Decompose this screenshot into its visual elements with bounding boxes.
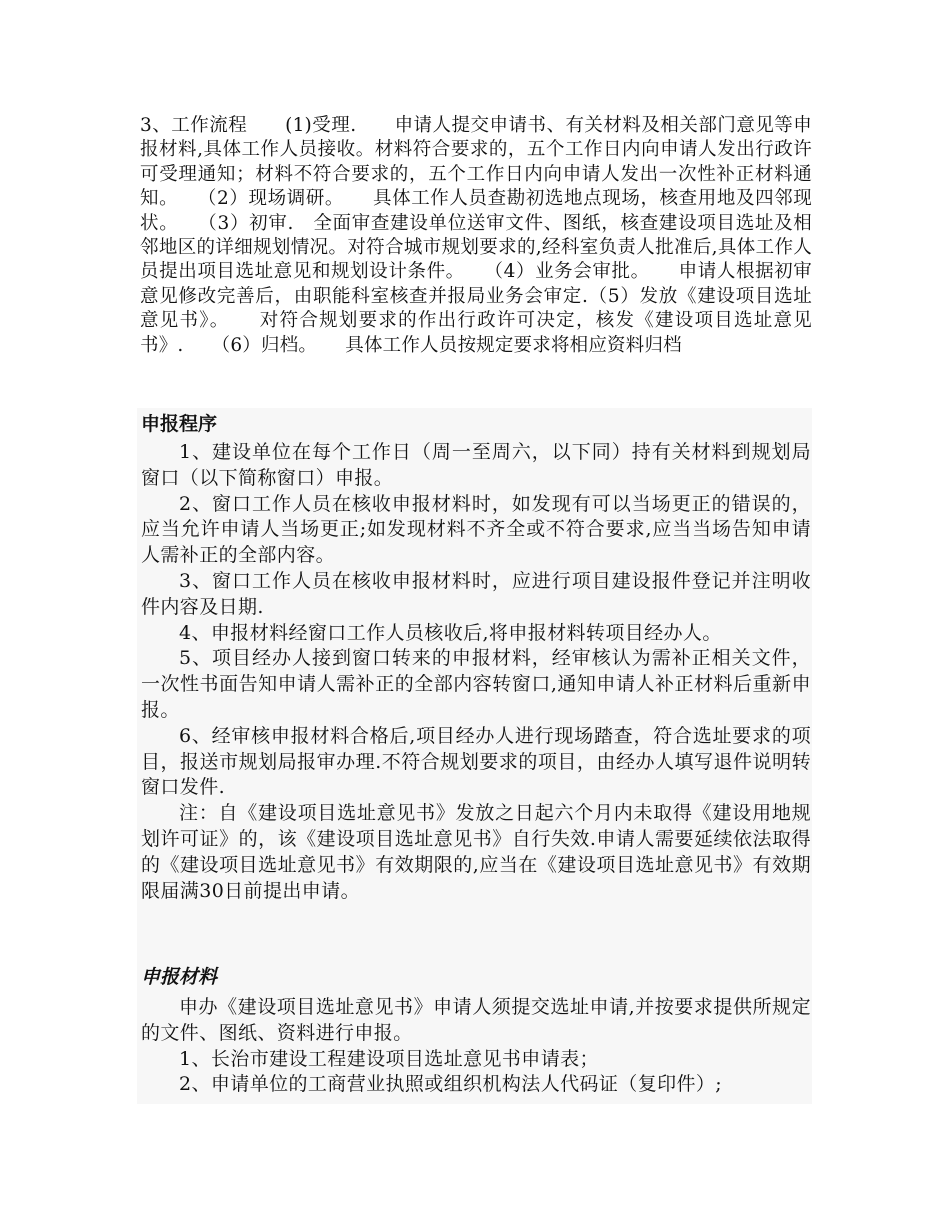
materials-intro: 申办《建设项目选址意见书》申请人须提交选址申请,并按要求提供所规定的文件、图纸、资料进行申报。	[141, 996, 811, 1044]
materials-item-2: 2、申请单位的工商营业执照或组织机构法人代码证（复印件）;	[179, 1073, 723, 1096]
workflow-paragraph: 3、工作流程 (1)受理. 申请人提交申请书、有关材料及相关部门意见等申报材料,具体工作人员接收。材料符合要求的，五个工作日内向申请人发出行政许可受理通知；材料不符合要求的，五个工作日内向申请人发出一次性补正材料通知。 （2）现场调研。 具体工作人员查勘初选地点现场，核查用地及四邻现状。 （3）初审. 全面审查建设单位送审文件、图纸，核查建设项目选址及相邻地区的详细规划情况。对符合城市规划要求的,经科室负责人批准后,具体工作人员提出项目选址意见和规划设计条件。 （4）业务会审批。 申请人根据初审意见修改完善后，由职能科室核查并报局业务会审定.（5）发放《建设项目选址意见书》。 对符合规划要求的作出行政许可决定，核发《建设项目选址意见书》. （6）归档。 具体工作人员按规定要求将相应资料归档	[140, 115, 812, 356]
procedure-heading: 申报程序	[141, 413, 218, 435]
procedure-item-4: 4、申报材料经窗口工作人员核收后,将申报材料转项目经办人。	[179, 621, 722, 644]
materials-item-1: 1、长治市建设工程建设项目选址意见书申请表；	[179, 1047, 599, 1070]
materials-heading: 申报材料	[141, 966, 218, 988]
procedure-item-2: 2、窗口工作人员在核收申报材料时，如发现有可以当场更正的错误的，应当允许申请人当场更正;如发现材料不齐全或不符合要求,应当当场告知申请人需补正的全部内容。	[141, 492, 811, 567]
procedure-note: 注：自《建设项目选址意见书》发放之日起六个月内未取得《建设用地规划许可证》的，该《建设项目选址意见书》自行失效.申请人需要延续依法取得的《建设项目选址意见书》有效期限的,应当在《建设项目选址意见书》有效期限届满30日前提出申请。	[141, 802, 811, 902]
procedure-item-5: 5、项目经办人接到窗口转来的申报材料，经审核认为需补正相关文件，一次性书面告知申请人需补正的全部内容转窗口,通知申请人补正材料后重新申报。	[141, 647, 811, 721]
workflow-section	[140, 114, 812, 358]
procedure-item-6: 6、经审核申报材料合格后,项目经办人进行现场踏查，符合选址要求的项目，报送市规划局报审办理.不符合规划要求的项目，由经办人填写退件说明转窗口发件.	[141, 724, 811, 799]
procedure-item-1: 1、建设单位在每个工作日（周一至周六，以下同）持有关材料到规划局窗口（以下简称窗口）申报。	[141, 441, 811, 489]
procedure-item-3: 3、窗口工作人员在核收申报材料时，应进行项目建设报件登记并注明收件内容及日期.	[141, 569, 811, 618]
materials-list	[141, 995, 811, 1098]
procedure-list	[141, 440, 811, 904]
